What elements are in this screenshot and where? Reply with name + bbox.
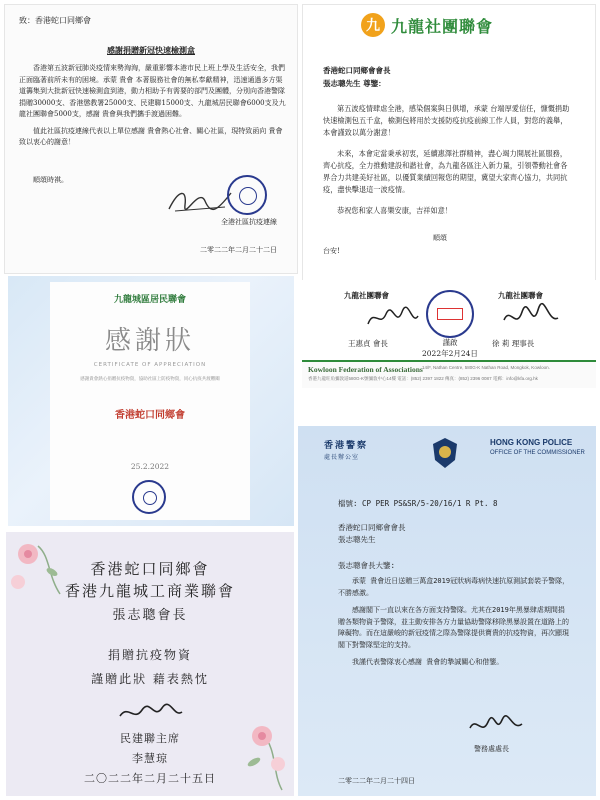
letter-date: 二零二二年二月二十二日 — [200, 246, 277, 254]
logo-mark-icon: 九 — [361, 13, 385, 37]
handwritten-signature — [362, 302, 422, 334]
signer-org-right: 九龍社團聯會 — [498, 291, 543, 300]
card-signer-name: 李慧琼 — [132, 752, 168, 765]
certificate-text: 感謝貴會熱心捐贈抗疫物資，協助社區上防疫物資，同心抗疫共渡難關 — [80, 377, 220, 382]
card-recipient-1: 香港蛇口同鄉會 — [90, 560, 210, 578]
certificate-issuer: 九龍城區居民聯會 — [113, 295, 186, 305]
handwritten-signature — [466, 710, 526, 740]
footer-contact: 香港九龍旺角彌敦道580G-K號彌敦中心14樓 電話：(852) 2397 1822 傳真：(852) 2396 0087 電郵：info@kfa.org.hk — [308, 376, 538, 381]
card-dedication: 謹贈此狀 藉表熱忱 — [91, 672, 209, 686]
police-subtitle-en: OFFICE OF THE COMMISSIONER — [490, 450, 585, 456]
certificate-of-appreciation — [8, 276, 294, 526]
signer-name-left: 王惠貞 會長 — [348, 339, 388, 348]
certificate-title: 感謝狀 — [104, 326, 195, 356]
letter-anti-epidemic-alliance — [4, 4, 298, 274]
handwritten-signature — [500, 302, 560, 334]
letter-body — [19, 63, 287, 154]
flower-decoration-icon — [232, 712, 292, 792]
letter-addressee-name: 張志聰先生 尊鑒： — [323, 79, 386, 88]
letter-body — [338, 576, 570, 675]
certificate-recipient: 香港蛇口同鄉會 — [115, 410, 185, 421]
signer-title: 警務處處長 — [474, 745, 509, 753]
signer-name-right: 徐 莉 理事長 — [492, 339, 535, 348]
letter-paragraph: 承蒙 貴會近日送贈三萬盒2019冠狀病毒病快速抗原測試套裝予警隊，不勝感激。 — [338, 577, 570, 597]
card-signer-title: 民建聯主席 — [120, 732, 180, 745]
letter-closing: 順頌時祺。 — [33, 176, 68, 184]
certificate-date: 25.2.2022 — [130, 462, 170, 471]
footer-org-name: Kowloon Federation of Associations — [308, 365, 423, 374]
letter-paragraph: 我謹代表警隊衷心感謝 貴會的摯誠關心和借鑒。 — [352, 658, 504, 666]
federation-seal — [426, 290, 474, 338]
certificate-subtitle: CERTIFICATE OF APPRECIATION — [93, 362, 207, 368]
handwritten-signature — [116, 700, 186, 726]
letter-greeting: 張志聰會長大鑒: — [338, 561, 396, 570]
handwritten-signature — [165, 181, 235, 217]
letter-title: 感謝捐贈新冠快速檢測盒 — [107, 45, 195, 55]
letter-paragraph: 第五波疫情肆虐全港，感染個案與日俱增，承蒙 台端厚愛信任，慷慨捐助快速檢測包五千盒，檢測包將用於支援防疫抗疫前線工作人員，對您的義舉，本會謹致以萬分謝意！ — [323, 104, 570, 137]
letter-hong-kong-police — [298, 426, 596, 796]
police-subtitle-cn: 處長辦公室 — [324, 454, 360, 461]
footer-address: 14/F, Nathan Centre, 580G-K Nathan Road, Mongkok, Kowloon. — [422, 365, 550, 370]
letter-reference: 檔號: CP PER PS&SR/5-20/16/1 R Pt. 8 — [338, 499, 498, 508]
letter-paragraph: 感謝閣下一直以來在各方面支持警隊。尤其在2019年黑暴肆虐期間捐贈各類物資予警隊，並主動安排各方力量協助警隊移除黑暴設置在道路上的障礙物。而在這嚴峻的新冠疫情之際為警隊提供寶貴的抗疫物資，再次顯現閣下對警隊堅定的支持。 — [338, 606, 569, 649]
police-badge-icon — [430, 436, 460, 470]
letterhead-footer — [302, 360, 596, 388]
card-reason: 捐贈抗疫物資 — [107, 648, 192, 662]
letter-addressee-org: 香港蛇口同鄉會會長 — [338, 523, 406, 532]
letter-addressee: 致：香港蛇口同鄉會 — [19, 16, 91, 25]
card-date: 二〇二二年二月二十五日 — [84, 772, 216, 785]
kowloon-federation-logo — [361, 13, 493, 37]
letter-paragraph: 未來，本會定當秉承初衷，延續惠澤社群精神，盡心竭力開展社區服務，齊心抗疫，全力推動建設和諧社會，為九龍各區注入新力量，引領帶動社會各界合力共建美好社區，以優質業績回報您的期望，冀望大家齊心協力，共同抗疫，盡快擊退這一波疫情。 — [323, 149, 568, 194]
card-recipient-name: 張志聰會長 — [112, 608, 188, 623]
kowloon-letter-signatures — [302, 280, 596, 432]
signature-block-center — [422, 337, 478, 359]
certificate-card — [50, 282, 250, 520]
letter-regards: 順頌 — [433, 234, 447, 242]
letter-salutation: 台安! — [323, 247, 340, 255]
police-title-cn: 香港警察 — [324, 441, 369, 451]
signer-org-left: 九龍社團聯會 — [344, 291, 389, 300]
police-title-en: HONG KONG POLICE — [490, 438, 573, 447]
floral-appreciation-card — [6, 532, 294, 796]
letter-body — [323, 103, 571, 226]
letter-paragraph: 值此社區抗疫連線代表以上單位感謝 貴會熱心社會、關心社區，現特致函向 貴會致以衷心的謝意！ — [19, 126, 283, 146]
seal-inner — [437, 308, 463, 320]
logo-text: 九龍社團聯會 — [391, 16, 494, 36]
letter-addressee-org: 香港蛇口同鄉會會長 — [323, 66, 391, 75]
signature-date: 2022年2月24日 — [422, 349, 478, 358]
signature-word: 謹啟 — [442, 338, 458, 347]
letter-sender-org: 全港社區抗疫連線 — [221, 218, 277, 226]
letter-addressee-name: 張志聰先生 — [338, 535, 376, 544]
letter-paragraph: 香港第五波新冠肺炎疫情來勢洶洶，嚴重影響本港市民上班上學及生活安全，我們正面臨著前所未有的困境。承蒙 貴會 本著服務社會的無私奉獻精神，迅速通過多方渠道籌集到大批新冠快速檢測盒到港，動力相助予有需要的部門及團體，分別向香港警隊捐贈30000支、香港懲教署25000支、民建聯15000支、九龍城居民聯會6000支及九龍社團聯會5000支，感謝 貴會與我們攜手渡過困難。 — [19, 64, 286, 118]
certificate-seal — [132, 480, 166, 514]
letter-paragraph: 恭祝您和家人喜樂安康，吉祥如意！ — [337, 206, 453, 215]
card-recipient-2: 香港九龍城工商業聯會 — [64, 582, 235, 600]
organization-seal — [227, 175, 267, 215]
letter-date: 二零二二年二月二十四日 — [338, 777, 415, 785]
